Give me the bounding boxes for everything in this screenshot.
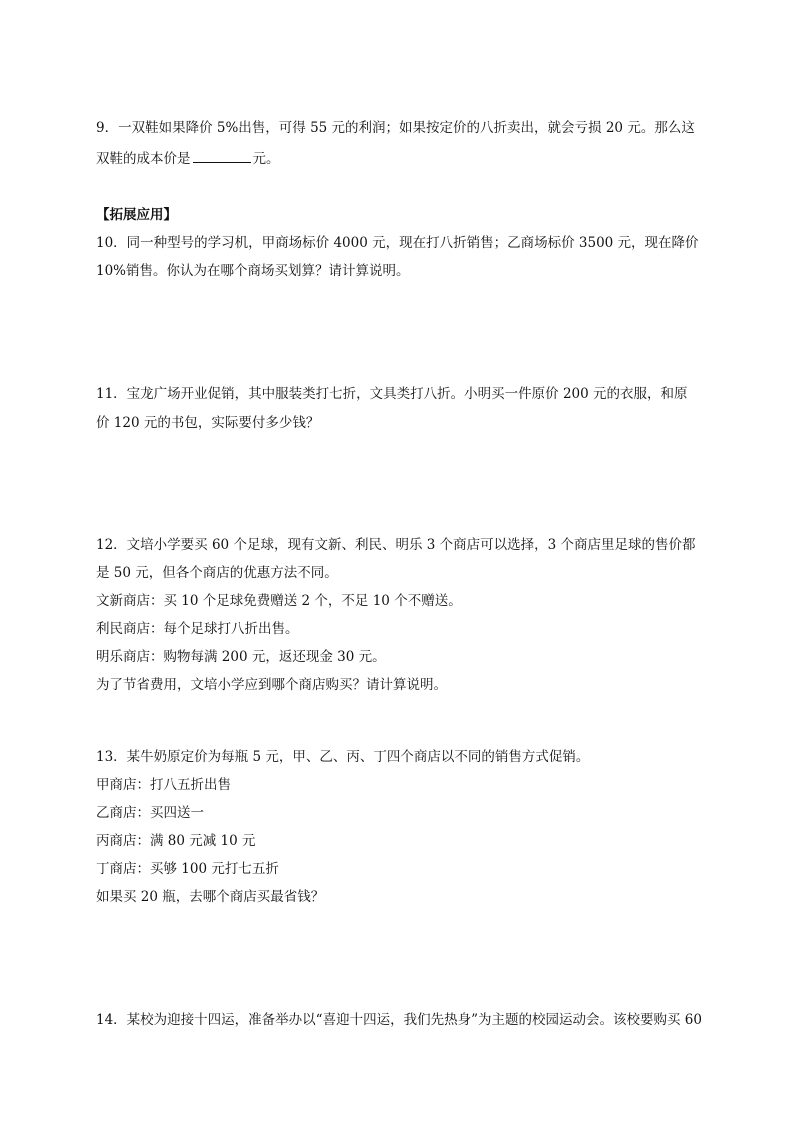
question-14-line-1: 14．某校为迎接十四运，准备举办以“喜迎十四运，我们先热身”为主题的校园运动会。该校要购买 60 (96, 1012, 702, 1028)
question-13-line-4: 丙商店：满 80 元减 10 元 (96, 833, 256, 849)
question-12-line-2: 是 50 元，但各个商店的优惠方法不同。 (96, 565, 338, 581)
question-11-line-1: 11．宝龙广场开业促销，其中服装类打七折，文具类打八折。小明买一件原价 200 元的衣服，和原 (96, 386, 688, 402)
question-9-line-2 (96, 148, 280, 169)
question-12-line-4: 利民商店：每个足球打八折出售。 (96, 621, 299, 637)
question-11-line-2: 价 120 元的书包，实际要付多少钱？ (96, 415, 320, 431)
question-10-line-2: 10%销售。你认为在哪个商场买划算？请计算说明。 (96, 263, 410, 279)
question-13-line-6: 如果买 20 瓶，去哪个商店买最省钱？ (96, 889, 325, 905)
question-12-line-1: 12．文培小学要买 60 个足球，现有文新、利民、明乐 3 个商店可以选择，3 个商店里足球的售价都 (96, 537, 696, 553)
question-12-line-6: 为了节省费用，文培小学应到哪个商店购买？请计算说明。 (96, 677, 447, 693)
question-13-line-1: 13．某牛奶原定价为每瓶 5 元，甲、乙、丙、丁四个商店以不同的销售方式促销。 (96, 749, 590, 765)
question-9-line-1: 9．一双鞋如果降价 5%出售，可得 55 元的利润；如果按定价的八折卖出，就会亏损 20 元。那么这 (96, 120, 695, 136)
question-10-line-1: 10．同一种型号的学习机，甲商场标价 4000 元，现在打八折销售；乙商场标价 3500 元，现在降价 (96, 235, 699, 251)
answer-blank[interactable] (193, 148, 251, 163)
question-9-text-after-blank: 元。 (252, 151, 280, 167)
question-13-line-3: 乙商店：买四送一 (96, 805, 204, 821)
question-13-line-5: 丁商店：买够 100 元打七五折 (96, 861, 279, 877)
question-12-line-3: 文新商店：买 10 个足球免费赠送 2 个，不足 10 个不赠送。 (96, 593, 462, 609)
section-title: 【拓展应用】 (96, 207, 177, 223)
question-12-line-5: 明乐商店：购物每满 200 元，返还现金 30 元。 (96, 649, 386, 665)
question-9-text-before-blank: 双鞋的成本价是 (96, 151, 191, 167)
question-13-line-2: 甲商店：打八五折出售 (96, 777, 231, 793)
